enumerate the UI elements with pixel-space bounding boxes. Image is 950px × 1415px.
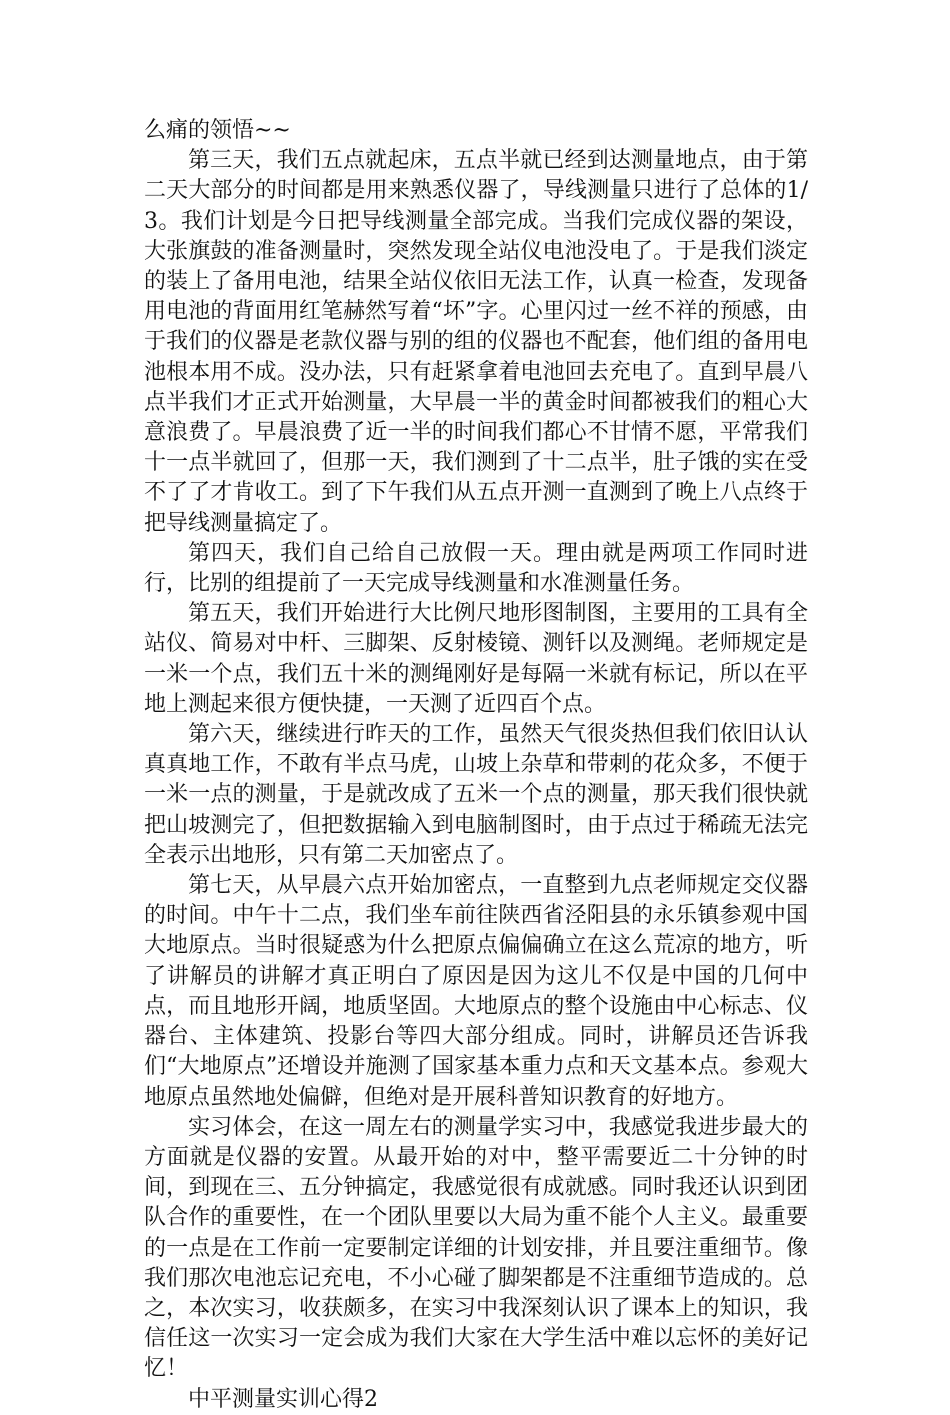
document-body	[144, 116, 808, 1415]
paragraph-continued: 么痛的领悟~~	[144, 118, 291, 143]
paragraph-day-six: 第六天，继续进行昨天的工作，虽然天气很炎热但我们依旧认认真真地工作，不敢有半点马虎，山坡上杂草和带刺的花众多，不便于一米一点的测量，于是就改成了五米一个点的测量，那天我们很快就把山坡测完了，但把数据输入到电脑制图时，由于点过于稀疏无法完全表示出地形，只有第二天加密点了。	[144, 722, 808, 868]
paragraph-day-seven: 第七天，从早晨六点开始加密点，一直整到九点老师规定交仪器的时间。中午十二点，我们坐车前往陕西省泾阳县的永乐镇参观中国大地原点。当时很疑惑为什么把原点偏偏确立在这么荒凉的地方，听了讲解员的讲解才真正明白了原因是因为这儿不仅是中国的几何中点，而且地形开阔，地质坚固。大地原点的整个设施由中心标志、仪器台、主体建筑、投影台等四大部分组成。同时，讲解员还告诉我们“大地原点”还增设并施测了国家基本重力点和天文基本点。参观大地原点虽然地处偏僻，但绝对是开展科普知识教育的好地方。	[144, 873, 808, 1110]
paragraph-day-five: 第五天，我们开始进行大比例尺地形图制图，主要用的工具有全站仪、简易对中杆、三脚架、反射棱镜、测钎以及测绳。老师规定是一米一个点，我们五十米的测绳刚好是每隔一米就有标记，所以在平地上测起来很方便快捷，一天测了近四百个点。	[144, 601, 808, 717]
paragraph-day-four: 第四天，我们自己给自己放假一天。理由就是两项工作同时进行，比别的组提前了一天完成导线测量和水准测量任务。	[144, 540, 808, 597]
section-heading: 中平测量实训心得2	[188, 1386, 378, 1412]
paragraph-day-three: 第三天，我们五点就起床，五点半就已经到达测量地点，由于第二天大部分的时间都是用来熟悉仪器了，导线测量只进行了总体的1/3。我们计划是今日把导线测量全部完成。当我们完成仪器的架设，大张旗鼓的准备测量时，突然发现全站仪电池没电了。于是我们淡定的装上了备用电池，结果全站仪依旧无法工作，认真一检查，发现备用电池的背面用红笔赫然写着“坏”字。心里闪过一丝不祥的预感，由于我们的仪器是老款仪器与别的组的仪器也不配套，他们组的备用电池根本用不成。没办法，只有赶紧拿着电池回去充电了。直到早晨八点半我们才正式开始测量，大早晨一半的黄金时间都被我们的粗心大意浪费了。早晨浪费了近一半的时间我们都心不甘情不愿，平常我们十一点半就回了，但那一天，我们测到了十二点半，肚子饿的实在受不了了才肯收工。到了下午我们从五点开测一直测到了晚上八点终于把导线测量搞定了。	[144, 148, 808, 536]
paragraph-reflection: 实习体会，在这一周左右的测量学实习中，我感觉我进步最大的方面就是仪器的安置。从最开始的对中，整平需要近二十分钟的时间，到现在三、五分钟搞定，我感觉很有成就感。同时我还认识到团队合作的重要性，在一个团队里要以大局为重不能个人主义。最重要的一点是在工作前一定要制定详细的计划安排，并且要注重细节。像我们那次电池忘记充电，不小心碰了脚架都是不注重细节造成的。总之，本次实习，收获颇多，在实习中我深刻认识了课本上的知识，我信任这一次实习一定会成为我们大家在大学生活中难以忘怀的美好记忆！	[144, 1114, 808, 1382]
